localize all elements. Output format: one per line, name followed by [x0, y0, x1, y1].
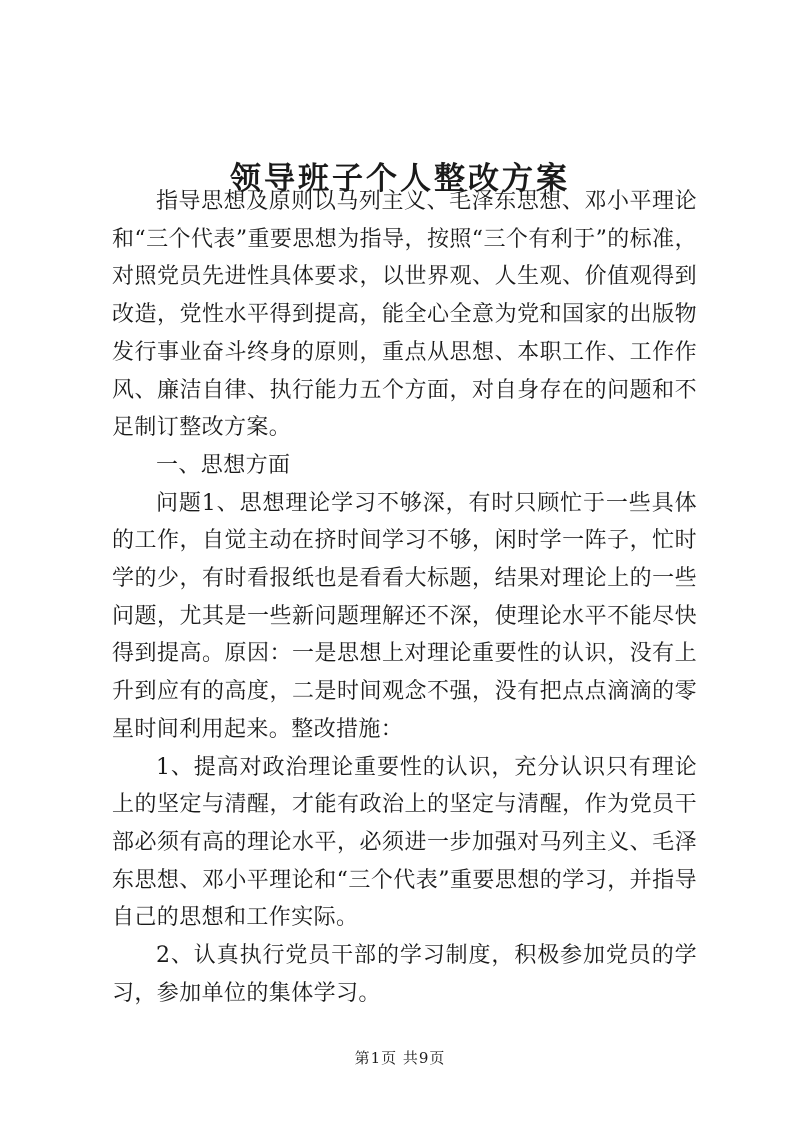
page-number-footer: 第1页 共9页: [354, 1049, 446, 1067]
measure-paragraph-2: 2、认真执行党员干部的学习制度，积极参加党员的学习，参加单位的集体学习。: [112, 943, 697, 1006]
problem-paragraph: 问题1、思想理论学习不够深，有时只顾忙于一些具体的工作，自觉主动在挤时间学习不够，闲时学一阵子，忙时学的少，有时看报纸也是看看大标题，结果对理论上的一些问题，尤其是一些新问题理解还不深，使理论水平不能尽快得到提高。原因：一是思想上对理论重要性的认识，没有上升到应有的高度，二是时间观念不强，没有把点点滴滴的零星时间利用起来。整改措施：: [112, 490, 697, 742]
intro-paragraph: 指导思想及原则以马列主义、毛泽东思想、邓小平理论和“三个代表”重要思想为指导，按照“三个有利于”的标准，对照党员先进性具体要求，以世界观、人生观、价值观得到改造，党性水平得到提高，能全心全意为党和国家的出版物发行事业奋斗终身的原则，重点从思想、本职工作、工作作风、廉洁自律、执行能力五个方面，对自身存在的问题和不足制订整改方案。: [112, 189, 697, 441]
document-body: [112, 183, 697, 1012]
measure-paragraph-1: 1、提高对政治理论重要性的认识，充分认识只有理论上的坚定与清醒，才能有政治上的坚定与清醒，作为党员干部必须有高的理论水平，必须进一步加强对马列主义、毛泽东思想、邓小平理论和“三个代表”重要思想的学习，并指导自己的思想和工作实际。: [112, 754, 697, 931]
document-title: 领导班子个人整改方案: [230, 160, 570, 197]
section-heading-thought: 一、思想方面: [156, 452, 291, 478]
